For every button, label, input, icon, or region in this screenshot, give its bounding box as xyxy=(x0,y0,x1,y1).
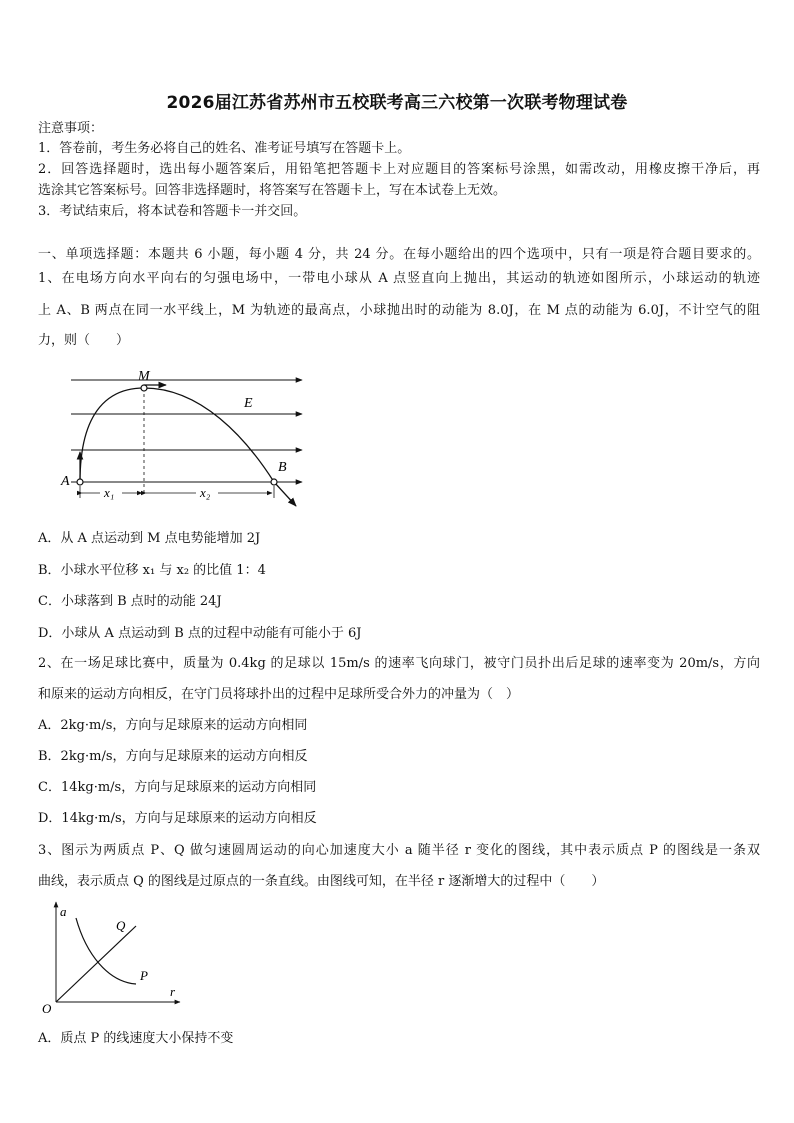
notice-heading: 注意事项： xyxy=(38,121,104,136)
notice-item-2: 2．回答选择题时，选出每小题答案后，用铅笔把答题卡上对应题目的答案标号涂黑，如需改动，用橡皮擦干净后，再 xyxy=(38,162,760,177)
label-x2: x₂ xyxy=(200,485,211,500)
q1-option-c: C．小球落到 B 点时的动能 24J xyxy=(38,594,222,609)
point-a xyxy=(77,479,83,485)
q3-graph-figure xyxy=(38,898,188,1016)
q3-stem-line-2: 曲线，表示质点 Q 的图线是过原点的一条直线。由图线可知，在半径 r 逐渐增大的过程中（ ） xyxy=(38,874,605,889)
q1-stem-line-3: 力，则（ ） xyxy=(38,333,130,348)
q1-option-b: B．小球水平位移 x₁ 与 x₂ 的比值 1：4 xyxy=(38,563,266,578)
label-o: O xyxy=(42,1001,52,1016)
q-line xyxy=(56,926,136,1002)
notice-item-1: 1．答卷前，考生务必将自己的姓名、准考证号填写在答题卡上。 xyxy=(38,141,411,156)
q2-stem-line-1: 2、在一场足球比赛中，质量为 0.4kg 的足球以 15m/s 的速率飞向球门，被守门员扑出后足球的速率变为 20m/s，方向 xyxy=(38,656,760,671)
label-x1: x₁ xyxy=(104,485,115,500)
label-q: Q xyxy=(116,918,126,933)
label-e: E xyxy=(244,396,253,411)
label-b: B xyxy=(278,460,287,475)
q3-stem-line-1: 3、图示为两质点 P、Q 做匀速圆周运动的向心加速度大小 a 随半径 r 变化的图线，其中表示质点 P 的图线是一条双 xyxy=(38,843,760,858)
q2-option-c: C．14kg·m/s，方向与足球原来的运动方向相同 xyxy=(38,780,317,795)
section-heading: 一、单项选择题：本题共 6 小题，每小题 4 分，共 24 分。在每小题给出的四个选项中，只有一项是符合题目要求的。 xyxy=(38,247,760,262)
q2-option-d: D．14kg·m/s，方向与足球原来的运动方向相反 xyxy=(38,811,317,826)
q2-option-b: B．2kg·m/s，方向与足球原来的运动方向相反 xyxy=(38,749,308,764)
q2-stem-line-2: 和原来的运动方向相反，在守门员将球扑出的过程中足球所受合外力的冲量为（ ） xyxy=(38,687,520,702)
q1-option-a: A．从 A 点运动到 M 点电势能增加 2J xyxy=(38,531,261,546)
q1-stem-line-1: 1、在电场方向水平向右的匀强电场中，一带电小球从 A 点竖直向上抛出，其运动的轨迹如图所示，小球运动的轨迹 xyxy=(38,271,760,286)
point-m xyxy=(141,385,147,391)
label-p: P xyxy=(140,968,148,983)
label-m: M xyxy=(138,369,150,384)
page-title: 2026届江苏省苏州市五校联考高三六校第一次联考物理试卷 xyxy=(166,93,628,113)
q1-trajectory-figure xyxy=(56,368,308,516)
notice-item-2-cont: 选涂其它答案标号。回答非选择题时，将答案写在答题卡上，写在本试卷上无效。 xyxy=(38,183,507,198)
label-r-axis: r xyxy=(170,984,176,999)
q3-option-a: A．质点 P 的线速度大小保持不变 xyxy=(38,1031,234,1046)
q2-option-a: A．2kg·m/s，方向与足球原来的运动方向相同 xyxy=(38,718,308,733)
point-b xyxy=(271,479,277,485)
q1-stem-line-2: 上 A、B 两点在同一水平线上，M 为轨迹的最高点，小球抛出时的动能为 8.0J，在 M 点的动能为 6.0J，不计空气的阻 xyxy=(38,303,760,318)
q1-option-d: D．小球从 A 点运动到 B 点的过程中动能有可能小于 6J xyxy=(38,626,362,641)
label-a-axis: a xyxy=(60,904,67,919)
notice-item-3: 3．考试结束后，将本试卷和答题卡一并交回。 xyxy=(38,204,307,219)
label-a: A xyxy=(61,474,70,489)
